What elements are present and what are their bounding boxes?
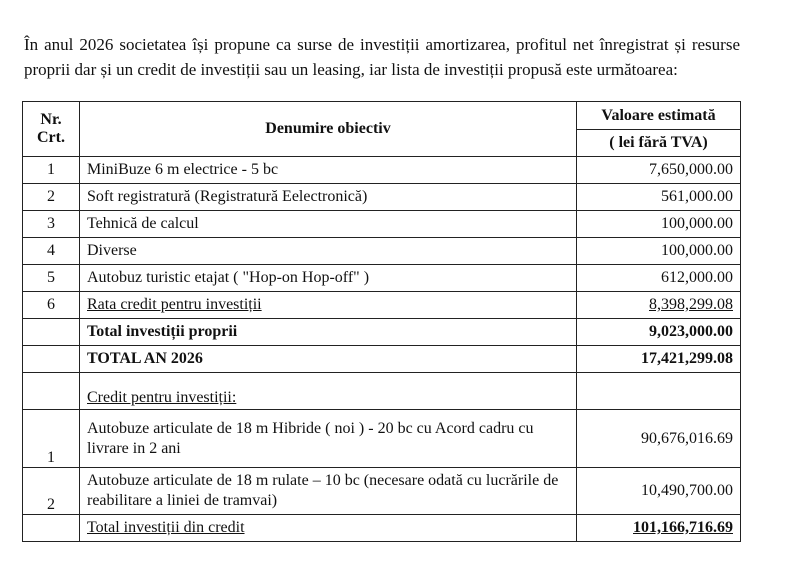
credit-heading: Credit pentru investiții: xyxy=(80,373,577,410)
table-row xyxy=(23,211,741,238)
total-an-row xyxy=(23,346,741,373)
total-credit-value: 101,166,716.69 xyxy=(577,515,741,542)
row-nr: 2 xyxy=(23,184,80,211)
row-nr: 6 xyxy=(23,292,80,319)
row-name: MiniBuze 6 m electrice - 5 bc xyxy=(80,157,577,184)
intro-paragraph: În anul 2026 societatea își propune ca surse de investiții amortizarea, profitul net înregistrat și resurse proprii dar și un credit de investiții sau un leasing, iar lista de investiții propusă este următoarea: xyxy=(24,35,740,79)
total-an-label: TOTAL AN 2026 xyxy=(80,346,577,373)
row-value: 8,398,299.08 xyxy=(577,292,741,319)
investment-table xyxy=(22,101,741,542)
row-name: Autobuze articulate de 18 m rulate – 10 bc (necesare odată cu lucrările de reabilitare a liniei de tramvai) xyxy=(80,468,577,515)
table-row xyxy=(23,292,741,319)
row-name: Diverse xyxy=(80,238,577,265)
header-nr: Nr. Crt. xyxy=(23,102,80,157)
row-value: 612,000.00 xyxy=(577,265,741,292)
table-row xyxy=(23,157,741,184)
row-nr: 3 xyxy=(23,211,80,238)
total-credit-row xyxy=(23,515,741,542)
credit-heading-row xyxy=(23,373,741,410)
row-nr: 2 xyxy=(23,468,80,515)
row-nr: 4 xyxy=(23,238,80,265)
table-row xyxy=(23,238,741,265)
total-an-value: 17,421,299.08 xyxy=(577,346,741,373)
row-name: Autobuze articulate de 18 m Hibride ( noi ) - 20 bc cu Acord cadru cu livrare in 2 ani xyxy=(80,410,577,468)
row-value: 90,676,016.69 xyxy=(577,410,741,468)
row-value: 561,000.00 xyxy=(577,184,741,211)
header-valoare-unit: ( lei fără TVA) xyxy=(577,130,741,157)
total-proprii-value: 9,023,000.00 xyxy=(577,319,741,346)
total-proprii-row xyxy=(23,319,741,346)
row-value: 100,000.00 xyxy=(577,211,741,238)
total-proprii-label: Total investiții proprii xyxy=(80,319,577,346)
row-name: Tehnică de calcul xyxy=(80,211,577,238)
row-name: Autobuz turistic etajat ( "Hop-on Hop-off" ) xyxy=(80,265,577,292)
row-name: Soft registratură (Registratură Eelectronică) xyxy=(80,184,577,211)
row-nr: 1 xyxy=(23,157,80,184)
row-value: 10,490,700.00 xyxy=(577,468,741,515)
row-nr: 1 xyxy=(23,410,80,468)
table-row xyxy=(23,184,741,211)
table-row xyxy=(23,410,741,468)
row-name: Rata credit pentru investiții xyxy=(80,292,577,319)
row-nr: 5 xyxy=(23,265,80,292)
table-row xyxy=(23,265,741,292)
header-denumire: Denumire obiectiv xyxy=(80,102,577,157)
total-credit-label: Total investiții din credit xyxy=(80,515,577,542)
row-value: 7,650,000.00 xyxy=(577,157,741,184)
row-value: 100,000.00 xyxy=(577,238,741,265)
table-header-row xyxy=(23,102,741,130)
header-valoare: Valoare estimată xyxy=(577,102,741,130)
table-row xyxy=(23,468,741,515)
